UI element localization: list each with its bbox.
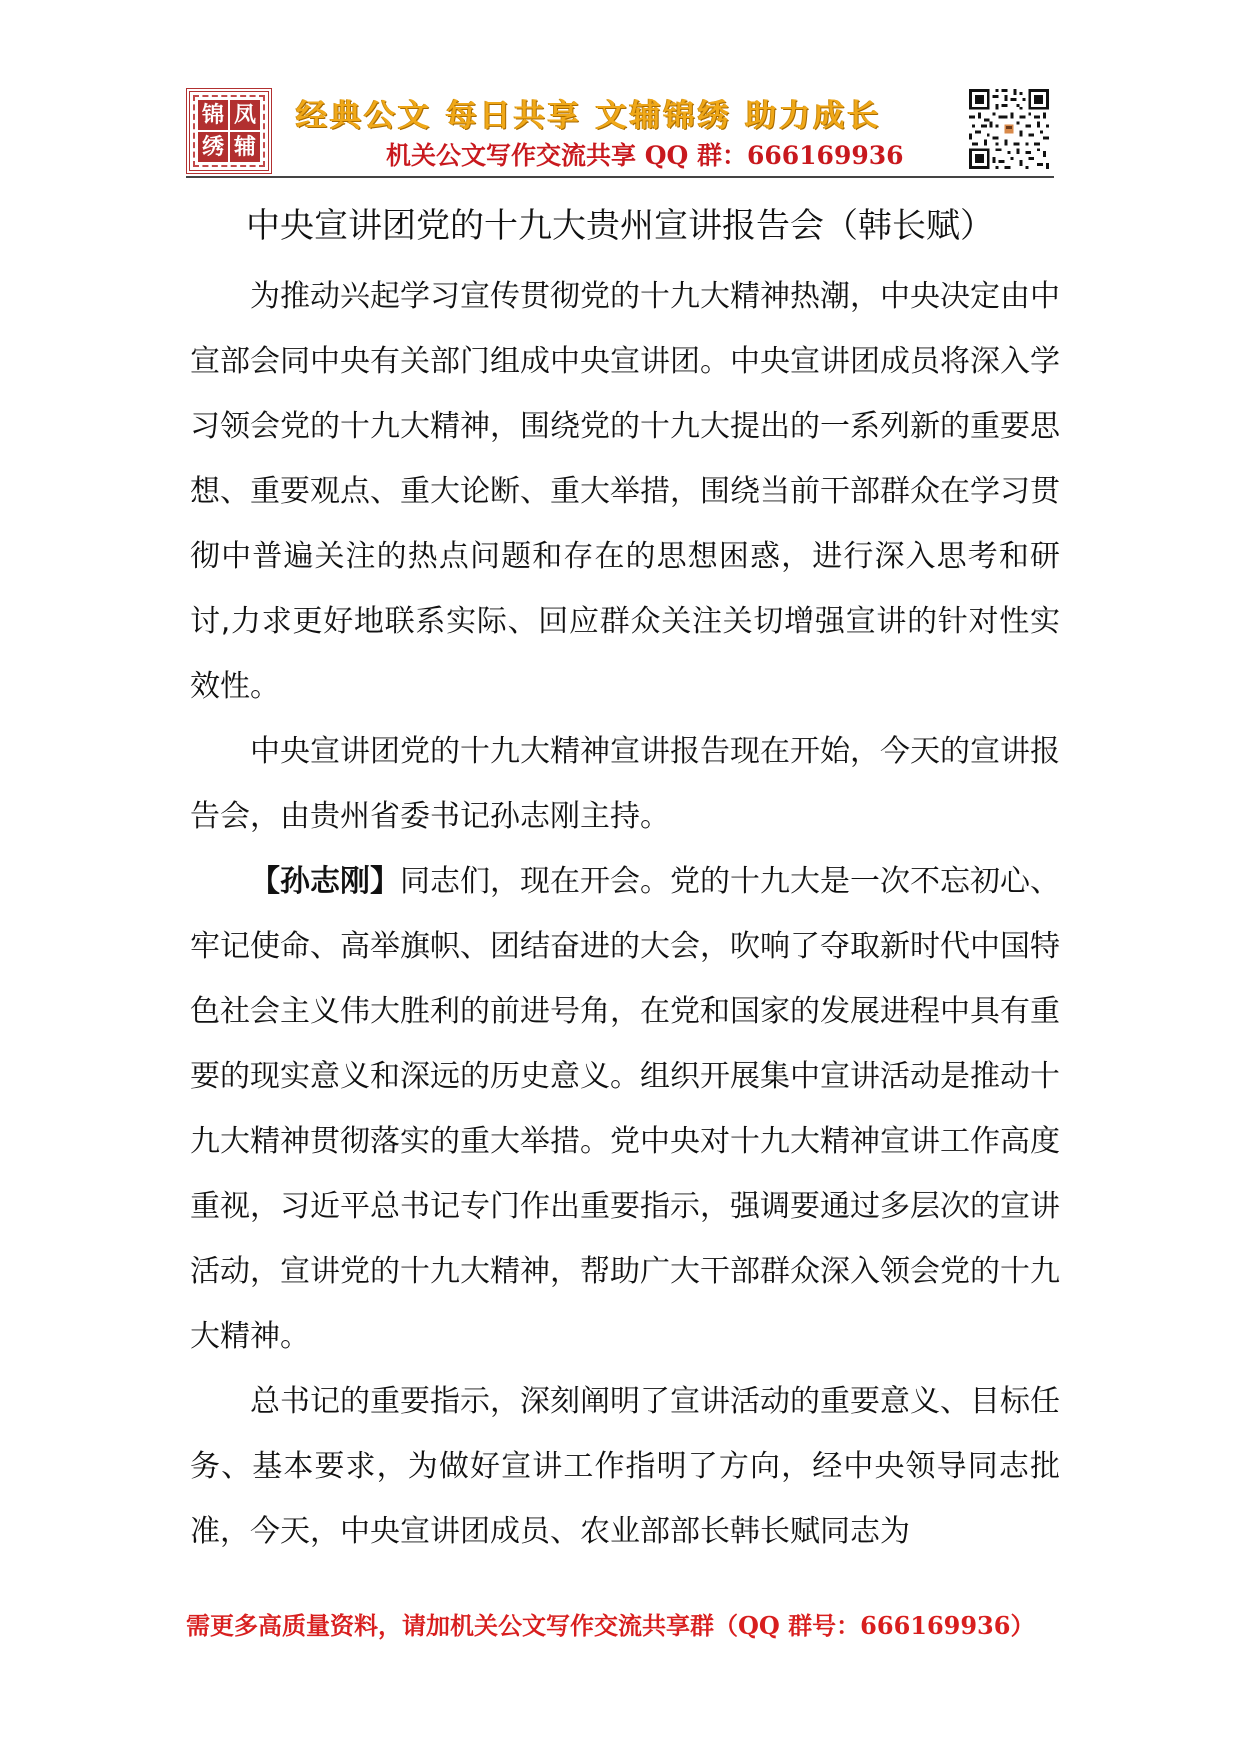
seal-char: 辅 — [230, 132, 260, 162]
banner-qq-group: 机关公文写作交流共享 QQ 群：666169936 — [386, 141, 904, 170]
banner-slogan: 经典公文 每日共享 文辅锦绣 助力成长 — [296, 98, 882, 134]
seal-char: 绣 — [198, 132, 228, 162]
footer-promo-note: 需更多高质量资料，请加机关公文写作交流共享群（QQ 群号：666169936） — [186, 1611, 1035, 1640]
seal-logo-icon — [186, 88, 272, 174]
header-banner — [186, 86, 1054, 176]
seal-char: 凤 — [230, 100, 260, 130]
seal-char: 锦 — [198, 100, 228, 130]
speech-paragraph — [190, 849, 1060, 1369]
qr-code-icon — [966, 86, 1052, 172]
speech-text: 同志们，现在开会。党的十九大是一次不忘初心、牢记使命、高举旗帜、团结奋进的大会，吹响了夺取新时代中国特色社会主义伟大胜利的前进号角，在党和国家的发展进程中具有重要的现实意义和深远的历史意义。组织开展集中宣讲活动是推动十九大精神贯彻落实的重大举措。党中央对十九大精神宣讲工作高度重视，习近平总书记专门作出重要指示，强调要通过多层次的宣讲活动，宣讲党的十九大精神，帮助广大干部群众深入领会党的十九大精神。 — [190, 864, 1060, 1354]
document-body — [190, 264, 1060, 1564]
paragraph: 总书记的重要指示，深刻阐明了宣讲活动的重要意义、目标任务、基本要求，为做好宣讲工作指明了方向，经中央领导同志批准，今天，中央宣讲团成员、农业部部长韩长赋同志为 — [190, 1384, 1060, 1549]
speaker-name: 【孙志刚】 — [250, 864, 400, 899]
document-title: 中央宣讲团党的十九大贵州宣讲报告会（韩长赋） — [246, 206, 994, 246]
paragraph: 为推动兴起学习宣传贯彻党的十九大精神热潮，中央决定由中宣部会同中央有关部门组成中央宣讲团。中央宣讲团成员将深入学习领会党的十九大精神，围绕党的十九大提出的一系列新的重要思想、重要观点、重大论断、重大举措，围绕当前干部群众在学习贯彻中普遍关注的热点问题和存在的思想困惑，进行深入思考和研讨,力求更好地联系实际、回应群众关注关切增强宣讲的针对性实效性。 — [190, 279, 1060, 704]
header-divider — [186, 176, 1054, 178]
paragraph: 中央宣讲团党的十九大精神宣讲报告现在开始，今天的宣讲报告会，由贵州省委书记孙志刚主持。 — [190, 734, 1060, 834]
